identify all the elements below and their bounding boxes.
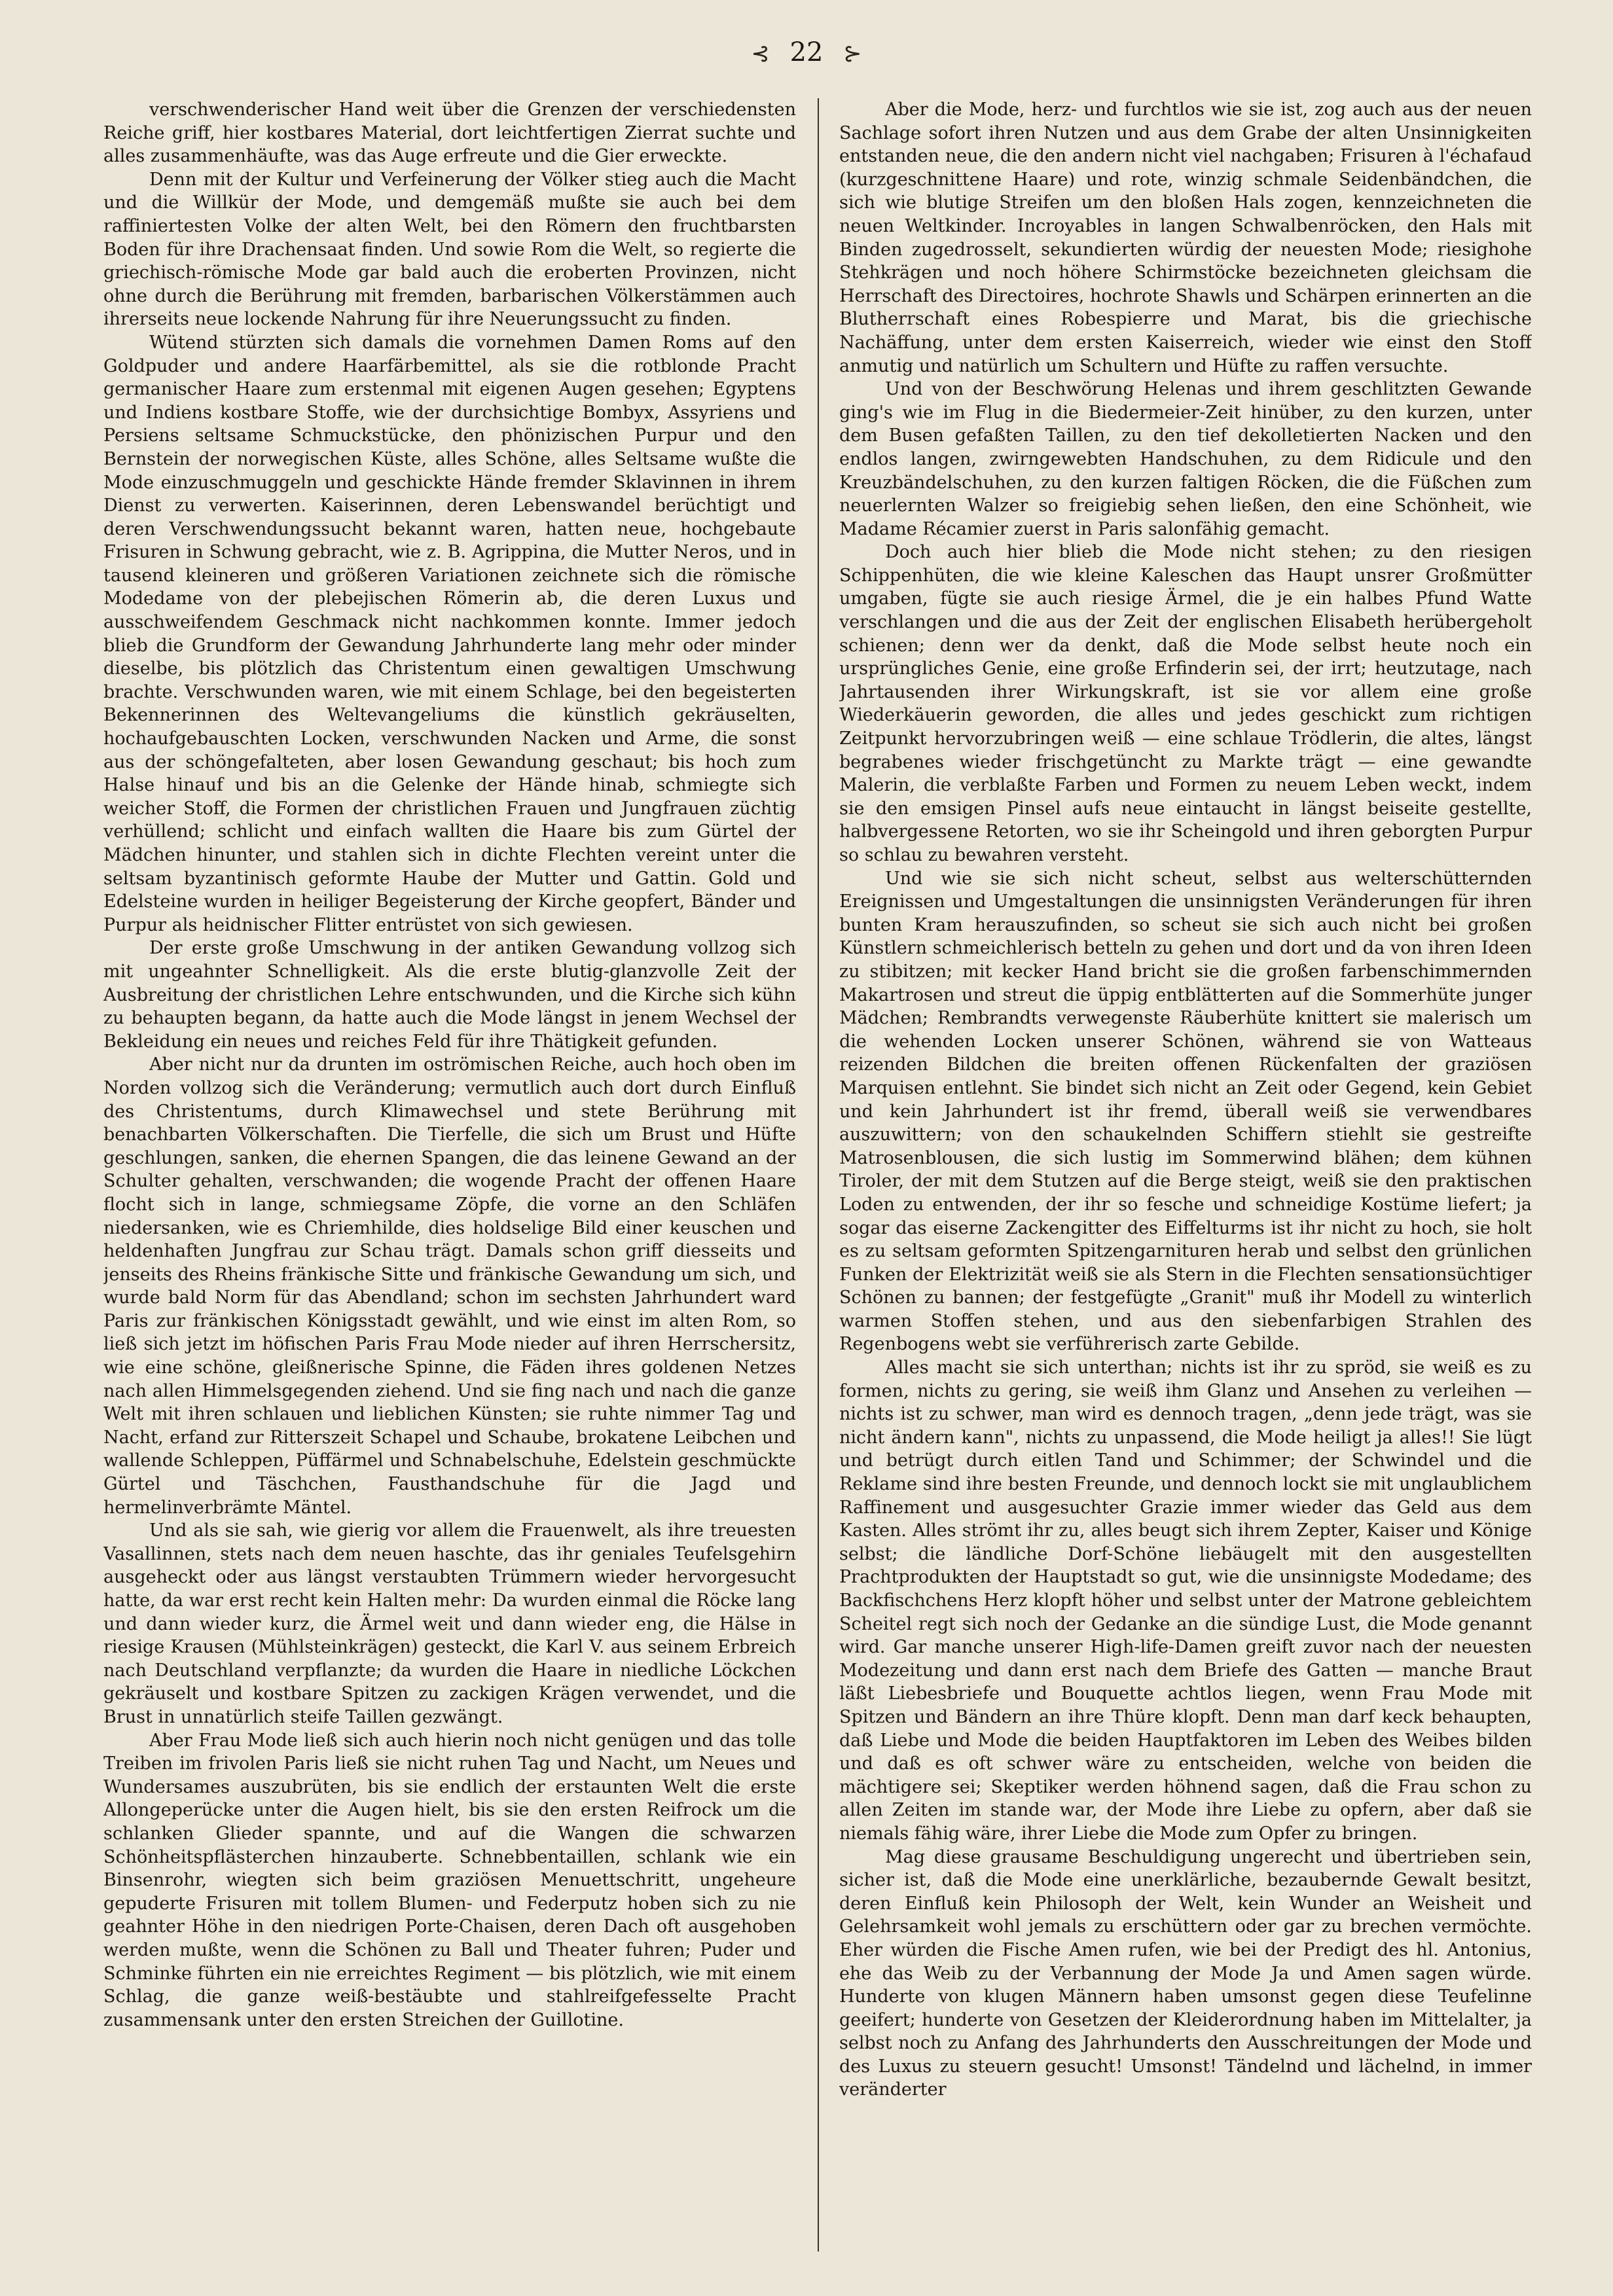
left-column (103, 98, 796, 2251)
paragraph: Mag diese grausame Beschuldigung ungerecht und übertrieben sein, sicher ist, daß die Mode eine unerklärliche, bezaubernde Gewalt besitzt, deren Einfluß kein Philosoph der Welt, kein Wunder an Weisheit und Gelehrsamkeit wohl jemals zu erschüttern oder gar zu brechen vermöchte. Eher würden die Fische Amen rufen, wie bei der Predigt des hl. Antonius, ehe das Weib zu der Verbannung der Mode Ja und Amen sagen würde. Hunderte von klugen Männern haben umsonst gegen diese Teufelinne geeifert; hunderte von Gesetzen der Kleiderordnung haben im Mittelalter, ja selbst noch zu Anfang des Jahrhunderts den Ausschreitungen der Mode und des Luxus zu steuern gesucht! Umsonst! Tändelnd und lächelnd, in immer veränderter (839, 1846, 1532, 2100)
ornament-left-icon: ⊰ (751, 41, 770, 67)
right-column (839, 98, 1532, 2251)
paragraph: Doch auch hier blieb die Mode nicht stehen; zu den riesigen Schippenhüten, die wie kleine Kaleschen das Haupt unsrer Großmütter umgaben, fügte sie auch riesige Ärmel, die je ein halbes Pfund Watte verschlangen und die aus der Zeit der englischen Elisabeth herübergeholt schienen; denn wer da denkt, daß die Mode selbst heute noch ein ursprüngliches Genie, eine große Erfinderin sei, der irrt; heutzutage, nach Jahrtausenden ihrer Wirkungskraft, ist sie vor allem eine große Wiederkäuerin geworden, die alles und jedes geschickt zum richtigen Zeitpunkt hervorzubringen weiß — eine schlaue Trödlerin, die altes, längst begrabenes wieder frischgetüncht zu Markte trägt — eine gewandte Malerin, die verblaßte Farben und Formen zu neuem Leben weckt, indem sie den emsigen Pinsel aufs neue eintaucht in längst beiseite gestellte, halbvergessene Retorten, wo sie ihr Scheingold und ihren geborgten Purpur so schlau zu bewahren versteht. (839, 542, 1532, 865)
paragraph: Wütend stürzten sich damals die vornehmen Damen Roms auf den Goldpuder und andere Haarfärbemittel, als sie die rotblonde Pracht germanischer Haare zum erstenmal mit eigenen Augen gesehen; Egyptens und Indiens kostbare Stoffe, wie der durchsichtige Bombyx, Assyriens und Persiens seltsame Schmuckstücke, den phönizischen Purpur und den Bernstein der norwegischen Küste, alles Schöne, alles Seltsame wußte die Mode einzuschmuggeln und geschickte Hände fremder Sklavinnen in ihrem Dienst zu verwerten. Kaiserinnen, deren Lebenswandel berüchtigt und deren Verschwendungssucht bekannt waren, hatten neue, hochgebaute Frisuren in Schwung gebracht, wie z. B. Agrippina, die Mutter Neros, und in tausend kleineren und größeren Variationen zeichnete sich die römische Modedame von der plebejischen Römerin ab, die deren Luxus und ausschweifendem Geschmack nicht nachkommen konnte. Immer jedoch blieb die Grundform der Gewandung Jahrhunderte lang mehr oder minder dieselbe, bis plötzlich das Christentum einen gewaltigen Umschwung brachte. Verschwunden waren, wie mit einem Schlage, bei den begeisterten Bekennerinnen des Weltevangeliums die künstlich gekräuselten, hochaufgebauschten Locken, verschwunden Nacken und Arme, die sonst aus der schöngefalteten, aber losen Gewandung geschaut; bis hoch zum Halse hinauf und bis an die Gelenke der Hände hinab, schmiegte sich weicher Stoff, die Formen der christlichen Frauen und Jungfrauen züchtig verhüllend; schlicht und einfach wallten die Haare bis zum Gürtel der Mädchen hinunter, und stahlen sich in dichte Flechten vereint unter die seltsam byzantinisch geformte Haube der Mutter und Gattin. Gold und Edelsteine wurden in heiliger Begeisterung der Kirche geopfert, Bänder und Purpur als heidnischer Flitter entrüstet von sich gewiesen. (103, 332, 796, 935)
page-number: 22 (789, 37, 824, 67)
paragraph: verschwenderischer Hand weit über die Grenzen der verschiedensten Reiche griff, hier kostbares Material, dort leichtfertigen Zierrat suchte und alles zusammenhäufte, was das Auge erfreute und die Gier erweckte. (103, 99, 796, 167)
paragraph: Und als sie sah, wie gierig vor allem die Frauenwelt, als ihre treuesten Vasallinnen, stets nach dem neuen haschte, das ihr geniales Teufelsgehirn ausgeheckt oder aus längst verstaubten Trümmern wieder hervorgesucht hatte, da war erst recht kein Halten mehr: Da wurden einmal die Röcke lang und dann wieder kurz, die Ärmel weit und dann wieder eng, die Hälse in riesige Krausen (Mühlsteinkrägen) gesteckt, die Karl V. aus seinem Erbreich nach Deutschland verpflanzte; da wurden die Haare in niedliche Löckchen gekräuselt und kostbare Spitzen zu zackigen Krägen verwendet, und die Brust in unnatürlich steife Taillen gezwängt. (103, 1520, 796, 1727)
paragraph: Der erste große Umschwung in der antiken Gewandung vollzog sich mit ungeahnter Schnelligkeit. Als die erste blutig-glanzvolle Zeit der Ausbreitung der christlichen Lehre entschwunden, und die Kirche sich kühn zu behaupten begann, da hatte auch die Mode längst in jenem Wechsel der Bekleidung ein neues und reiches Feld für ihre Thätigkeit gefunden. (103, 938, 796, 1052)
paragraph: Aber die Mode, herz- und furchtlos wie sie ist, zog auch aus der neuen Sachlage sofort ihren Nutzen und aus dem Grabe der alten Unsinnigkeiten entstanden neue, die den andern nicht viel nachgaben; Frisuren à l'échafaud (kurzgeschnittene Haare) und rote, winzig schmale Seidenbändchen, die sich wie blutige Streifen um den bloßen Hals zogen, kennzeichneten die neuen Weltkinder. Incroyables in langen Schwalbenröcken, den Hals mit Binden zugedrosselt, sekundierten würdig der neuesten Mode; riesighohe Stehkrägen und noch höhere Schirmstöcke bezeichneten gleichsam die Herrschaft des Directoires, hochrote Shawls und Schärpen erinnerten an die Blutherrschaft eines Robespierre und Marat, bis die griechische Nachäffung, unter dem ersten Kaiserreich, wieder wie einst den Stoff anmutig und natürlich um Schultern und Hüfte zu raffen versuchte. (839, 99, 1532, 376)
ornament-right-icon: ⊱ (843, 41, 862, 67)
paragraph: Und von der Beschwörung Helenas und ihrem geschlitzten Gewande ging's wie im Flug in die Biedermeier-Zeit hinüber, zu den kurzen, unter dem Busen gefaßten Taillen, zu den tief dekolletierten Nacken und den endlos langen, zwirngewebten Handschuhen, zu dem Ridicule und den Kreuzbändelschuhen, zu den kurzen faltigen Röcken, die die Füßchen zum neuerlernten Walzer so freigiebig sehen ließen, den eine Schönheit, wie Madame Récamier zuerst in Paris salonfähig gemacht. (839, 379, 1532, 539)
paragraph: Aber nicht nur da drunten im oströmischen Reiche, auch hoch oben im Norden vollzog sich die Veränderung; vermutlich auch dort durch Einfluß des Christentums, durch Klimawechsel und stete Berührung mit benachbarten Völkerschaften. Die Tierfelle, die sich um Brust und Hüfte geschlungen, sanken, die ehernen Spangen, die das leinene Gewand an der Schulter gehalten, verschwanden; die wogende Pracht der offenen Haare flocht sich in lange, schmiegsame Zöpfe, die vorne an den Schläfen niedersanken, wie es Chriemhilde, dies holdselige Bild einer keuschen und heldenhaften Jungfrau zur Schau trägt. Damals schon griff diesseits und jenseits des Rheins fränkische Sitte und fränkische Gewandung um sich, und wurde bald Norm für das Abendland; schon im sechsten Jahrhundert ward Paris zur fränkischen Königsstadt gewählt, und wie einst im alten Rom, so ließ sich jetzt im höfischen Paris Frau Mode nieder auf ihren Herrschersitz, wie eine schöne, gleißnerische Spinne, die Fäden ihres goldenen Netzes nach allen Himmelsgegenden ziehend. Und sie fing nach und nach die ganze Welt mit ihren schlauen und lieblichen Künsten; sie ruhte nimmer Tag und Nacht, erfand zur Ritterszeit Schapel und Schaube, brokatene Leibchen und wallende Schleppen, Püffärmel und Schnabelschuhe, Edelstein geschmückte Gürtel und Täschchen, Fausthandschuhe für die Jagd und hermelinverbrämte Mäntel. (103, 1054, 796, 1518)
paragraph: Denn mit der Kultur und Verfeinerung der Völker stieg auch die Macht und die Willkür der Mode, und demgemäß mußte sie auch bei dem raffiniertesten Volke der alten Welt, bei den Römern den fruchtbarsten Boden für ihre Drachensaat finden. Und sowie Rom die Welt, so regierte die griechisch-römische Mode gar bald auch die eroberten Provinzen, nicht ohne durch die Berührung mit fremden, barbarischen Völkerstämmen auch ihrerseits neue lockende Nahrung für ihre Neuerungssucht zu finden. (103, 169, 796, 330)
paragraph: Alles macht sie sich unterthan; nichts ist ihr zu spröd, sie weiß es zu formen, nichts zu gering, sie weiß ihm Glanz und Ansehen zu verleihen — nichts ist zu schwer, man wird es dennoch tragen, „denn jede trägt, was sie nicht ändern kann", nichts zu unpassend, die Mode heiligt ja alles!! Sie lügt und betrügt durch eitlen Tand und Schimmer; der Schwindel und die Reklame sind ihre besten Freunde, und dennoch lockt sie mit unglaublichem Raffinement und ausgesuchter Grazie immer wieder das Geld aus dem Kasten. Alles strömt ihr zu, alles beugt sich ihrem Zepter, Kaiser und Könige selbst; die ländliche Dorf-Schöne liebäugelt mit den ausgestellten Prachtprodukten der Hauptstadt so gut, wie die unsinnigste Modedame; des Backfischchens Herz klopft höher und selbst unter der Matrone gebleichtem Scheitel regt sich noch der Gedanke an die sündige Lust, die Mode genannt wird. Gar manche unserer High-life-Damen greift zuvor nach der neuesten Modezeitung und dann erst nach dem Briefe des Gatten — manche Braut läßt Liebesbriefe und Bouquette achtlos liegen, wenn Frau Mode mit Spitzen und Bändern an ihre Thüre klopft. Denn man darf keck behaupten, daß Liebe und Mode die beiden Hauptfaktoren im Leben des Weibes bilden und daß es oft schwer wäre zu entscheiden, welche von beiden die mächtigere sei; Skeptiker werden höhnend sagen, daß die Frau schon zu allen Zeiten im stande war, der Mode ihre Liebe zu opfern, aber daß sie niemals fähig wäre, ihrer Liebe die Mode zum Opfer zu bringen. (839, 1357, 1532, 1844)
paragraph: Aber Frau Mode ließ sich auch hierin noch nicht genügen und das tolle Treiben im frivolen Paris ließ sie nicht ruhen Tag und Nacht, um Neues und Wundersames auszubrüten, bis sie endlich der erstaunten Welt die erste Allongeperücke unter die Augen hielt, bis sie den ersten Reifrock um die schlanken Glieder spannte, und auf die Wangen die schwarzen Schönheitspflästerchen hinzauberte. Schnebbentaillen, schlank wie ein Binsenrohr, wiegten sich beim graziösen Menuettschritt, ungeheure gepuderte Frisuren mit tollem Blumen- und Federputz hoben sich zu nie geahnter Höhe in den niedrigen Porte-Chaisen, deren Dach oft ausgehoben werden mußte, wenn die Schönen zu Ball und Theater fuhren; Puder und Schminke führten ein nie erreichtes Regiment — bis plötzlich, wie mit einem Schlag, die ganze weiß-bestäubte und stahlreifgefesselte Pracht zusammensank unter den ersten Streichen der Guillotine. (103, 1730, 796, 2030)
paragraph: Und wie sie sich nicht scheut, selbst aus welterschütternden Ereignissen und Umgestaltungen die unsinnigsten Veränderungen für ihren bunten Kram herauszufinden, so scheut sie sich auch nicht bei großen Künstlern schmeichlerisch betteln zu gehen und dort und da von ihren Ideen zu stibitzen; mit kecker Hand bricht sie die großen farbenschimmernden Makartrosen und streut die üppig entblätterten auf die Sommerhüte junger Mädchen; Rembrandts verwegenste Räuberhüte knittert sie malerisch um die wehenden Locken unserer Schönen, während sie von Watteaus reizenden Bildchen die breiten offenen Rückenfalten der graziösen Marquisen entlehnt. Sie bindet sich nicht an Zeit oder Gegend, kein Gebiet und kein Jahrhundert ist ihr fremd, überall weiß sie verwendbares auszuwittern; von den schaukelnden Schiffern stiehlt sie gestreifte Matrosenblousen, die sich lustig im Sommerwind blähen; dem kühnen Tiroler, der mit dem Stutzen auf die Berge steigt, weiß sie den praktischen Loden zu entwenden, der ihr so fesche und schneidige Kostüme liefert; ja sogar das eiserne Zackengitter des Eiffelturms ist ihr nicht zu hoch, sie holt es zu seltsam geformten Spitzengarnituren herab und selbst den grünlichen Funken der Elektrizität weiß sie als Stern in die Flechten sensationsüchtiger Schönen zu bannen; der festgefügte „Granit" muß ihr Modell zu winterlich warmen Stoffen stehen, und aus den siebenfarbigen Strahlen des Regenbogens webt sie verführerisch zarte Gebilde. (839, 868, 1532, 1355)
column-divider (818, 98, 819, 2251)
page-header (0, 34, 1613, 72)
